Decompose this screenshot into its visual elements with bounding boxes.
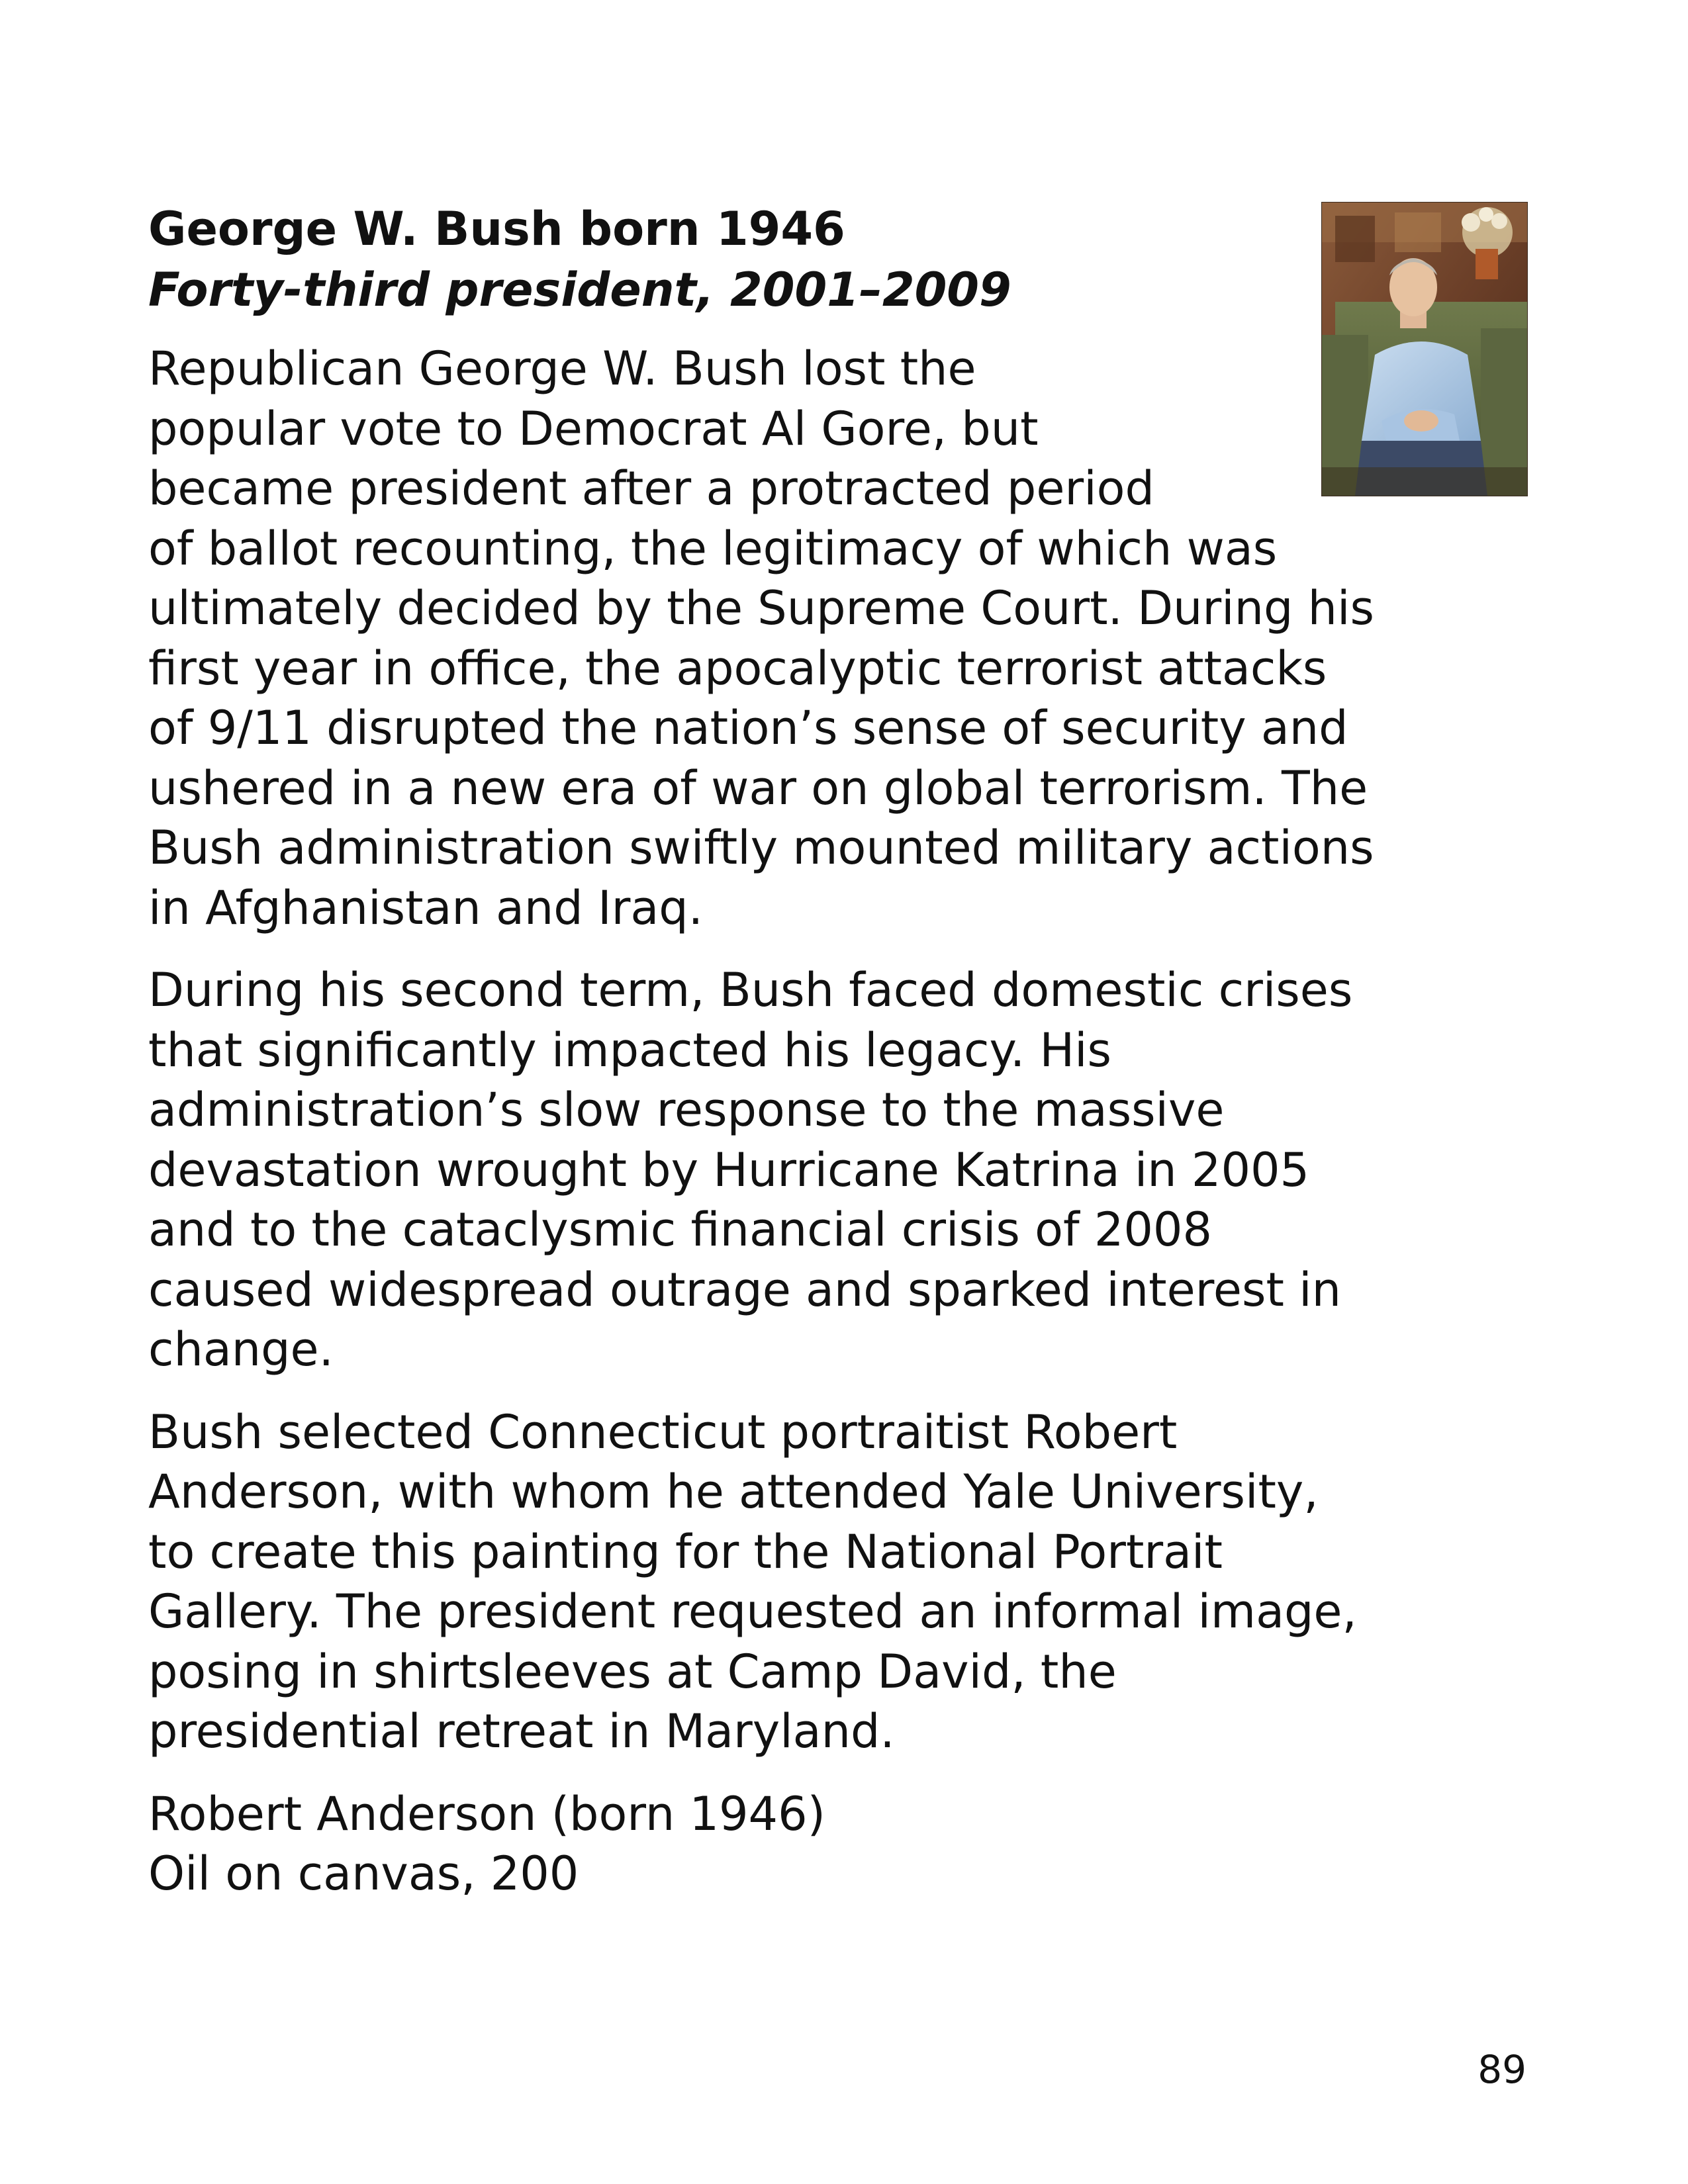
- label-heading: [148, 199, 1274, 320]
- artist-line: Robert Anderson (born 1946): [148, 1786, 825, 1841]
- text-line: and to the cataclysmic financial crisis of 2008: [148, 1203, 1212, 1257]
- text-line: Anderson, with whom he attended Yale University,: [148, 1465, 1319, 1519]
- text-line: During his second term, Bush faced domestic crises: [148, 963, 1353, 1017]
- text-line: change.: [148, 1322, 334, 1377]
- text-line: Gallery. The president requested an informal image,: [148, 1584, 1357, 1639]
- medium-line: Oil on canvas, 200: [148, 1846, 579, 1901]
- sitter-name-line: George W. Bush born 1946: [148, 202, 845, 256]
- text-line: presidential retreat in Maryland.: [148, 1704, 895, 1758]
- office-line: Forty-third president, 2001–2009: [148, 263, 1011, 317]
- text-line: that significantly impacted his legacy. His: [148, 1023, 1111, 1077]
- text-line: of 9/11 disrupted the nation’s sense of security and: [148, 701, 1348, 755]
- text-line: of ballot recounting, the legitimacy of which was: [148, 521, 1278, 576]
- text-line: Bush administration swiftly mounted military actions: [148, 821, 1374, 875]
- text-line: popular vote to Democrat Al Gore, but: [148, 401, 1039, 456]
- text-line: in Afghanistan and Iraq.: [148, 880, 703, 935]
- paragraph-portrait-commission: [148, 1402, 1545, 1762]
- paragraph-second-term: [148, 960, 1545, 1380]
- text-line: caused widespread outrage and sparked interest in: [148, 1262, 1341, 1317]
- artwork-credit: [148, 1784, 1545, 1904]
- text-line: ushered in a new era of war on global terrorism. The: [148, 760, 1368, 815]
- text-line: posing in shirtsleeves at Camp David, the: [148, 1644, 1117, 1699]
- text-line: administration’s slow response to the massive: [148, 1083, 1225, 1137]
- page-number: 89: [1477, 2047, 1526, 2092]
- text-line: became president after a protracted period: [148, 461, 1154, 516]
- text-line: first year in office, the apocalyptic terrorist attacks: [148, 641, 1327, 696]
- text-line: ultimately decided by the Supreme Court. During his: [148, 581, 1374, 635]
- paragraph-election-and-911: [148, 339, 1545, 938]
- text-line: devastation wrought by Hurricane Katrina in 2005: [148, 1142, 1310, 1197]
- label-body: [148, 339, 1545, 1927]
- text-line: Bush selected Connecticut portraitist Robert: [148, 1404, 1178, 1459]
- text-line: Republican George W. Bush lost the: [148, 341, 976, 396]
- text-line: to create this painting for the National Portrait: [148, 1524, 1223, 1579]
